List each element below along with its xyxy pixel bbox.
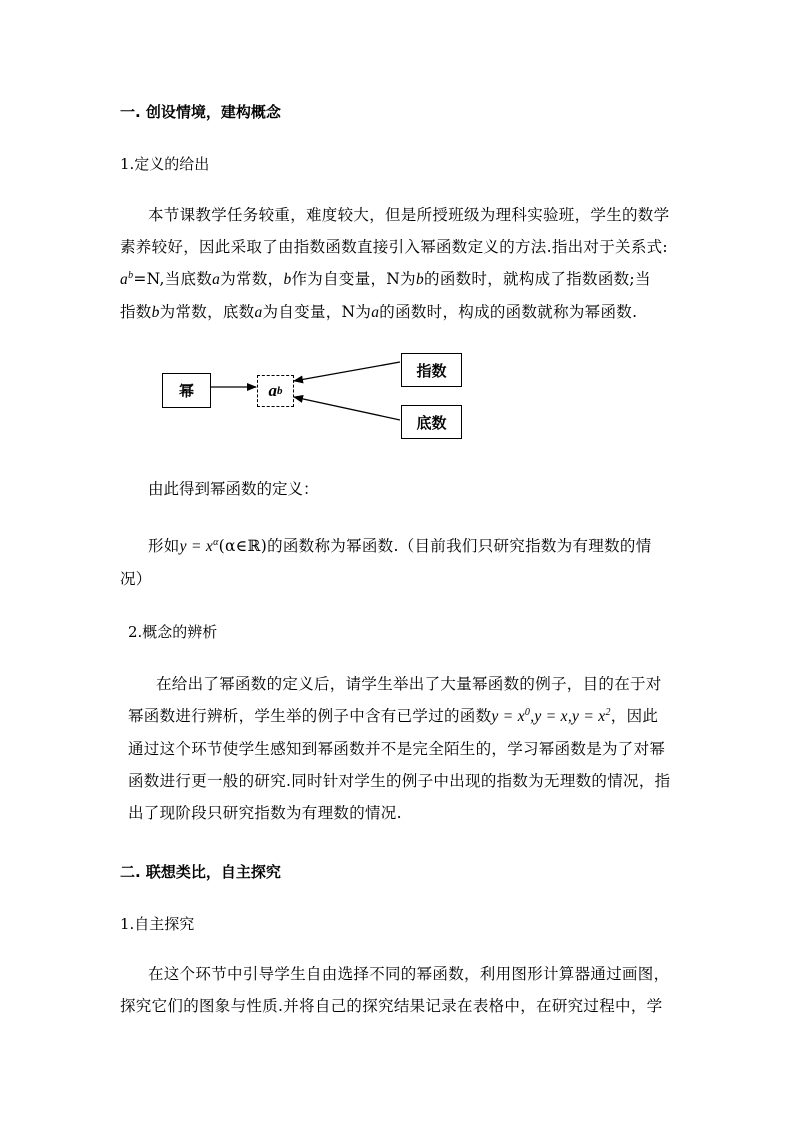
text-run: 作为自变量，N为 [291,270,416,288]
paragraph [120,958,680,1022]
math-var: a [254,304,263,321]
subsection-heading: 2.概念的辨析 [128,623,218,641]
power-box: 幂 [162,373,211,408]
text-line: 探究它们的图象与性质.并将自己的探究结果记录在表格中，在研究过程中，学 [120,997,663,1015]
math-var: a [212,271,221,288]
text-line: 在这个环节中引导学生自由选择不同的幂函数，利用图形计算器通过画图， [148,965,670,983]
ab-base: a [268,381,277,400]
text-line: 况） [120,570,152,588]
text-line: 函数进行更一般的研究.同时针对学生的例子中出现的指数为无理数的情况，指 [128,772,671,790]
paragraph [128,668,678,829]
text-line [128,700,678,733]
math-var: a [120,271,129,288]
text-line: 本节课教学任务较重，难度较大，但是所授班级为理科实验班，学生的数学 [148,206,670,224]
text-run: 的函数时，就构成了指数函数;当 [424,270,651,288]
formula: ,y = x,y = x [530,708,606,725]
base-box: 底数 [401,405,462,439]
formula-exp: 2 [605,707,611,718]
text-run: 为常数， [220,270,284,288]
subsection-heading: 1.自主探究 [120,915,195,933]
text-line: 通过这个环节使学生感知到幂函数并不是完全陌生的，学习幂函数是为了对幂 [128,740,666,758]
math-var: b [151,304,160,321]
formula: y = x [179,538,214,555]
text-run: 幂函数进行辨析，学生举的例子中含有已学过的函数 [128,707,492,725]
subsection-heading: 1.定义的给出 [120,155,210,173]
ab-box: a b [257,375,294,407]
text-run: 的函数称为幂函数.（目前我们只研究指数为有理数的情 [267,537,652,555]
math-var: b [283,271,292,288]
text-line: 出了现阶段只研究指数为有理数的情况. [128,804,402,822]
definition-paragraph [120,530,680,595]
text-run: 为自变量，N为 [262,303,372,321]
formula-cond: (α∈ℝ) [218,537,268,555]
math-var: b [415,271,425,288]
section-heading: 二. 联想类比，自主探究 [120,863,281,881]
math-var: a [371,304,380,321]
formula: y = x [491,708,525,725]
formula-exp: α [213,537,219,548]
text-run: 为常数，底数 [159,303,255,321]
math-exp: b [128,270,134,281]
text-line: 素养较好，因此采取了由指数函数直接引入幂函数定义的方法.指出对于关系式: [120,238,668,256]
section-heading: 一. 创设情境，建构概念 [120,103,281,121]
exponent-box: 指数 [401,353,462,387]
text-run: =N,当底数 [133,270,213,288]
text-run: 指数 [120,303,152,321]
text-line: 在给出了幂函数的定义后，请学生举出了大量幂函数的例子，目的在于对 [156,675,662,693]
text-line [120,530,680,563]
text-run: ，因此 [610,707,659,725]
formula-exp: 0 [524,707,531,718]
arrow-top [294,362,400,381]
arrow-bottom [294,397,400,420]
text-line: 由此得到幂函数的定义： [148,480,319,498]
text-run: 的函数时，构成的函数就称为幂函数. [379,303,638,321]
text-run: 形如 [148,537,180,555]
